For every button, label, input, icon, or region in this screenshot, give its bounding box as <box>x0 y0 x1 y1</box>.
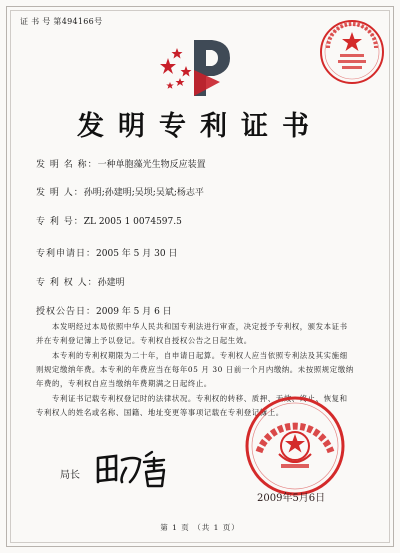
body-paragraph-1 <box>36 320 368 348</box>
body-line: 并在专利登记簿上予以登记。专利权自授权公告之日起生效。 <box>36 336 252 345</box>
invention-name-value: 一种单胞藻光生物反应装置 <box>97 160 206 170</box>
patentee-value: 孙建明 <box>97 278 125 288</box>
patent-number-label: 专 利 号： <box>36 217 84 227</box>
patent-number-value: ZL 2005 1 0074597.5 <box>83 217 182 227</box>
director-signature <box>94 448 168 490</box>
grant-date-row <box>36 304 172 317</box>
body-line: 本专利的专利权期限为二十年，自申请日起算。专利权人应当依照专利法及其实施细 <box>36 351 348 360</box>
certificate-number: 证 书 号 第494166号 <box>20 17 103 26</box>
body-line: 本发明经过本局依照中华人民共和国专利法进行审查，决定授予专利权，颁发本证书 <box>36 322 348 331</box>
sipo-official-seal-stamp <box>243 394 347 498</box>
patentee-label: 专 利 权 人： <box>36 278 98 288</box>
body-paragraph-2 <box>36 349 368 391</box>
body-line: 年费的，专利权自应当缴纳年费期满之日起终止。 <box>36 379 212 388</box>
invention-name-label: 发 明 名 称： <box>36 160 98 170</box>
grant-date-label: 授权公告日： <box>36 307 97 317</box>
patent-number-row <box>36 214 182 227</box>
inventors-value: 孙明;孙建明;吴坝;吴斌;杨志平 <box>83 188 204 198</box>
invention-name-row <box>36 157 206 170</box>
application-date-label: 专利申请日： <box>36 249 97 259</box>
inventors-label: 发 明 人： <box>36 188 84 198</box>
grant-date-value: 2009 年 5 月 6 日 <box>96 307 172 317</box>
inventors-row <box>36 185 204 198</box>
agency-seal-stamp <box>318 18 386 86</box>
body-line: 则规定缴纳年费。本专利的年费应当在每年05 月 30 日前一个月内缴纳。未按照规定缴纳 <box>36 365 354 374</box>
director-label: 局长 <box>60 470 80 481</box>
issue-date: 2009年5月6日 <box>257 493 326 504</box>
body-line: 专利证书记载专利权登记时的法律状况。专利权的转移、质押、无效、终止、恢复和 <box>36 394 348 403</box>
application-date-value: 2005 年 5 月 30 日 <box>96 249 178 259</box>
sipo-emblem-logo <box>160 36 242 100</box>
certificate-title: 发明专利证书 <box>77 111 323 142</box>
application-date-row <box>36 246 177 259</box>
page-number: 第 1 页 （共 1 页） <box>160 523 240 532</box>
body-line: 专利权人的姓名或名称、国籍、地址变更等事项记载在专利登记簿上。 <box>36 408 284 417</box>
patentee-row <box>36 275 125 288</box>
